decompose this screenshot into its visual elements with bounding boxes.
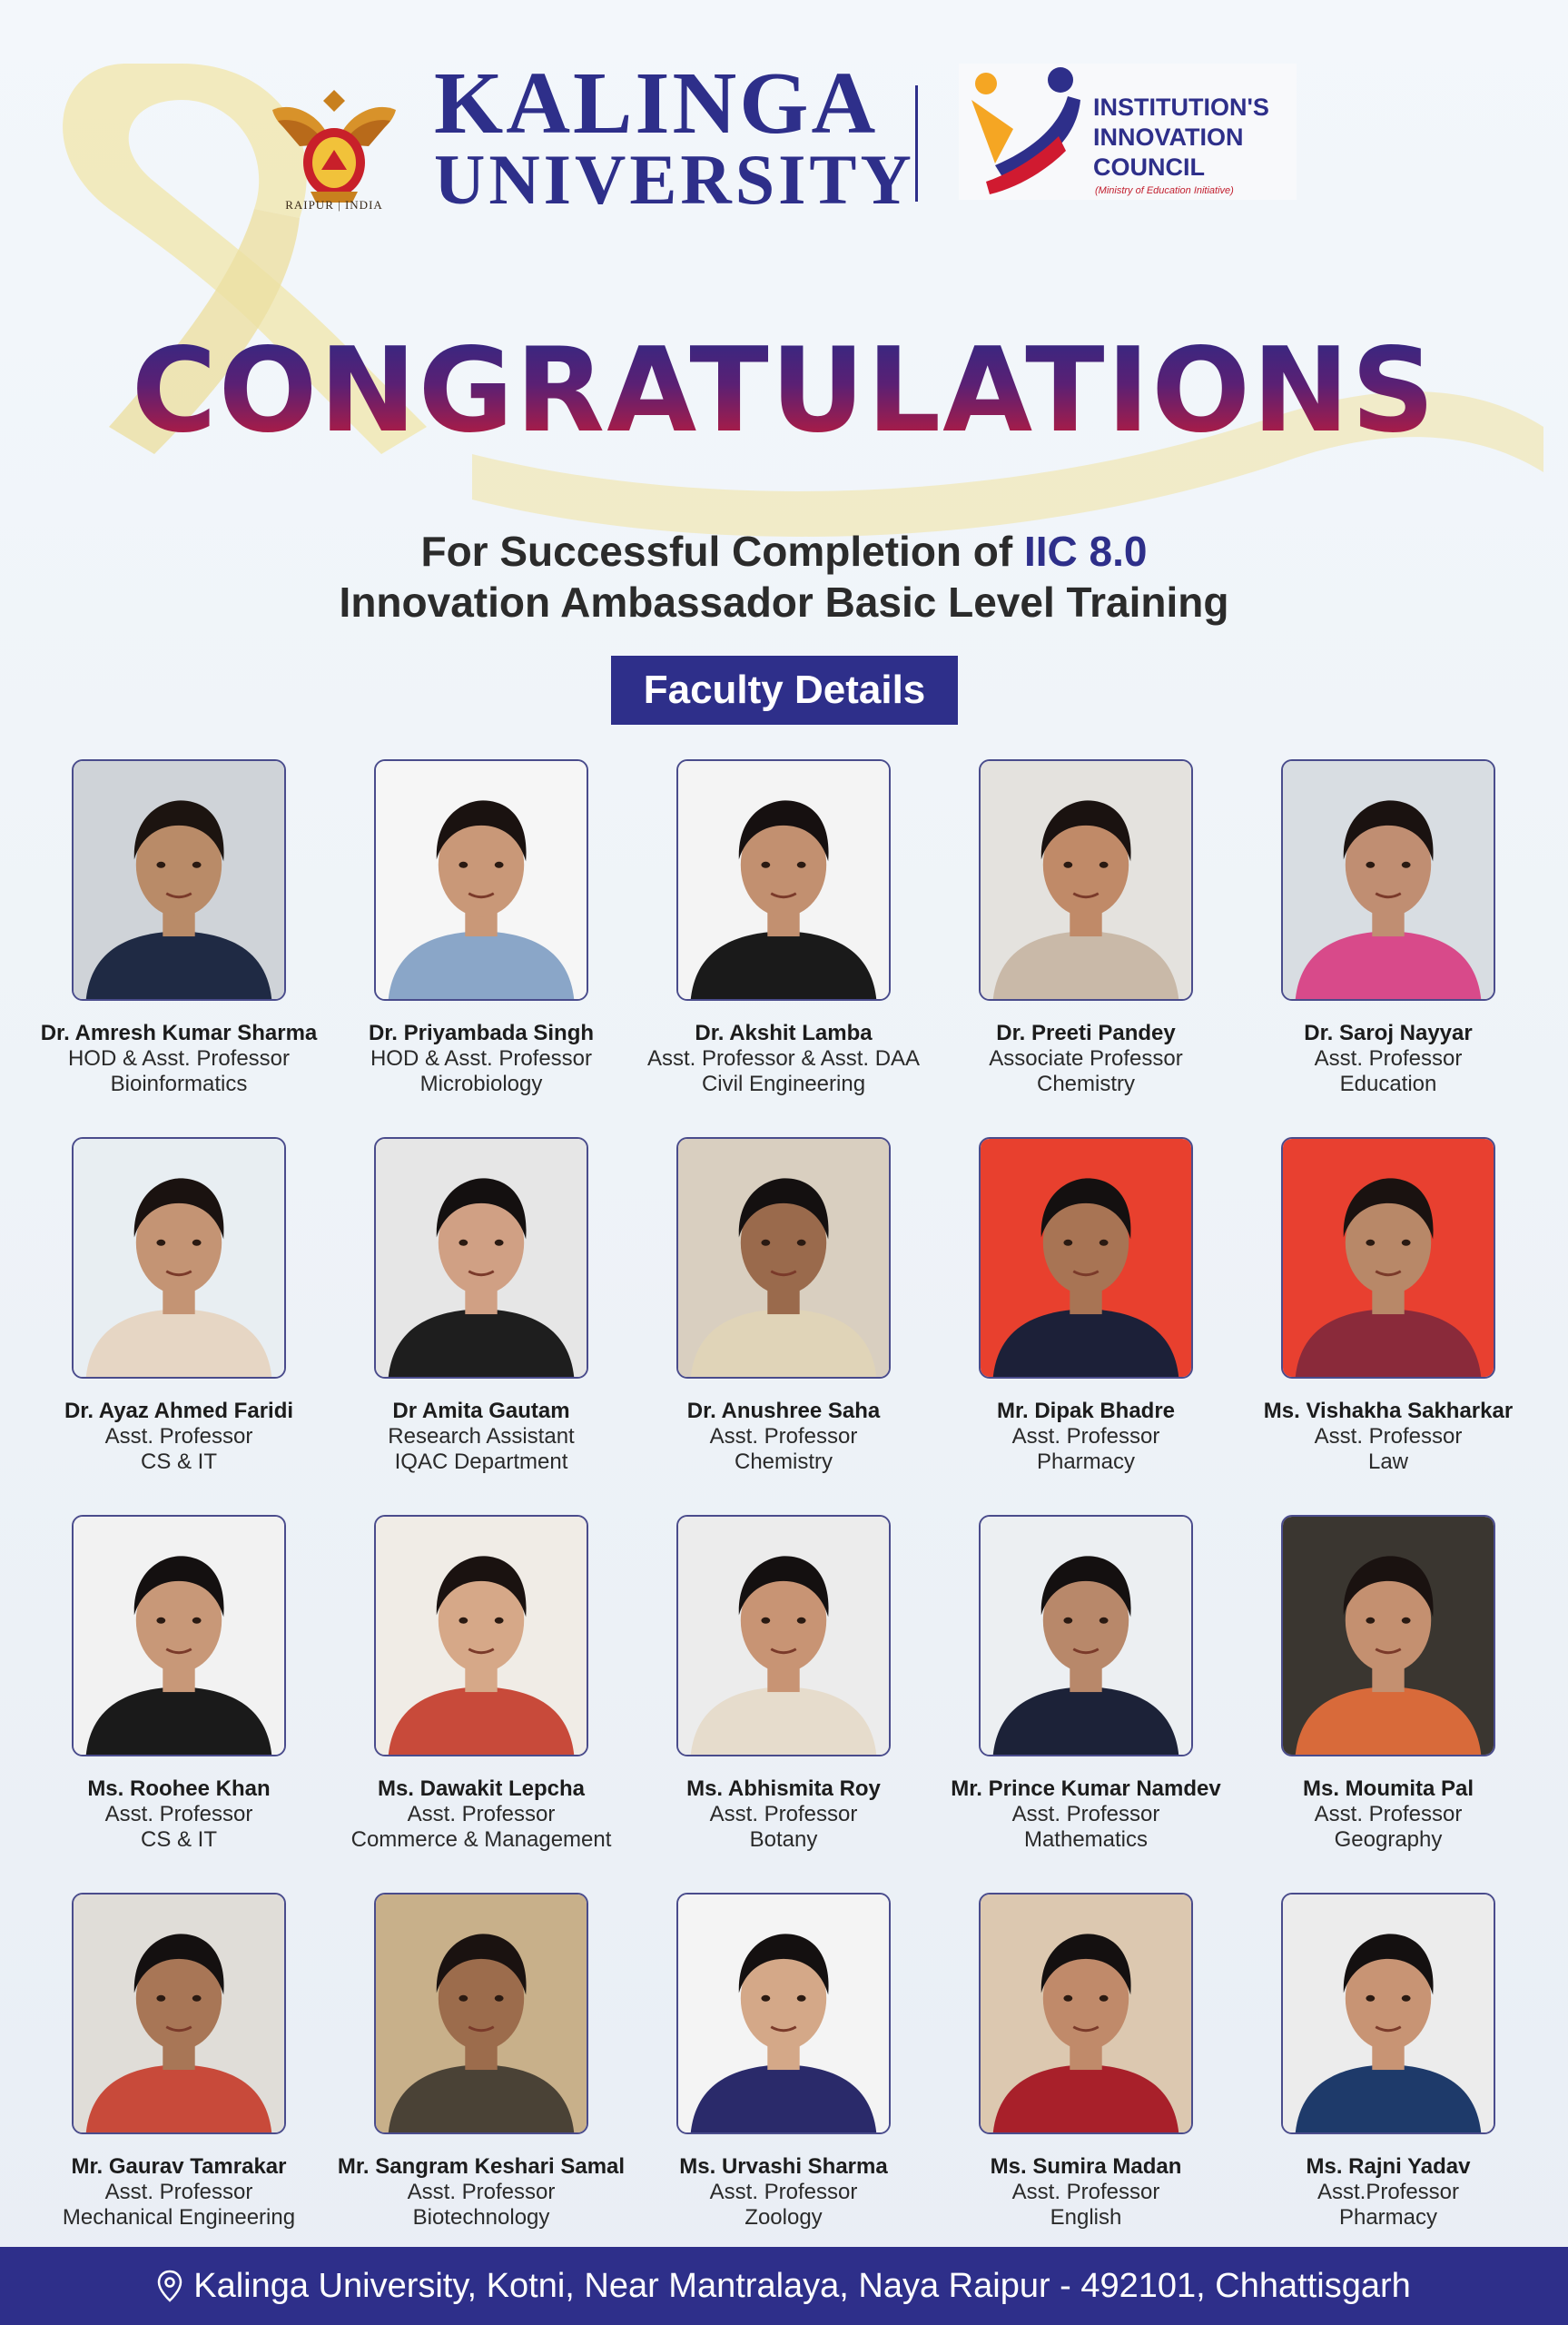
faculty-role: Asst. Professor [709,2180,858,2204]
faculty-card [0,1137,294,1500]
faculty-name: Ms. Rajni Yadav [1306,2154,1471,2179]
faculty-name: Ms. Sumira Madan [990,2154,1182,2179]
faculty-department: Mechanical Engineering [62,2205,296,2230]
faculty-role: Asst. Professor [104,1424,253,1449]
faculty-name: Mr. Prince Kumar Namdev [951,1776,1221,1801]
faculty-department: Geography [1334,1827,1443,1852]
subtitle-line1 [0,527,1568,576]
faculty-role: Asst. Professor [1011,1424,1160,1449]
iic-title-line3: COUNCIL [1093,153,1205,181]
faculty-department: Mathematics [1023,1827,1149,1852]
faculty-photo [979,1893,1193,2134]
university-name-line1: KALINGA [434,54,879,153]
faculty-photo [676,1137,891,1379]
faculty-card [0,1893,296,2256]
faculty-photo [676,1515,891,1756]
faculty-name: Mr. Gaurav Tamrakar [71,2154,287,2179]
congratulations-text: CONGRATULATIONS [131,323,1437,459]
faculty-name: Dr. Anushree Saha [686,1399,881,1423]
faculty-role: HOD & Asst. Professor [370,1046,593,1071]
faculty-role: Asst. Professor [1011,2180,1160,2204]
faculty-role: Asst. Professor [709,1424,858,1449]
faculty-card [1198,759,1500,1123]
faculty-role: Asst. Professor & Asst. DAA [646,1046,921,1071]
faculty-photo [374,1137,588,1379]
faculty-role: Asst. Professor [104,2180,253,2204]
faculty-photo [979,1515,1193,1756]
faculty-card [895,759,1198,1123]
faculty-name: Ms. Moumita Pal [1302,1776,1474,1801]
faculty-role: Asst. Professor [407,1802,556,1826]
faculty-department: Pharmacy [1338,2205,1438,2230]
faculty-photo [374,759,588,1001]
faculty-department: CS & IT [140,1827,217,1852]
faculty-card [1198,1893,1500,2256]
faculty-photo [374,1893,588,2134]
faculty-name: Ms. Roohee Khan [87,1776,271,1801]
faculty-photo [1281,1893,1495,2134]
faculty-department: Law [1367,1449,1409,1474]
faculty-card [291,1893,626,2256]
faculty-name: Mr. Sangram Keshari Samal [337,2154,626,2179]
faculty-photo [72,759,286,1001]
faculty-name: Ms. Urvashi Sharma [679,2154,888,2179]
faculty-photo [979,759,1193,1001]
university-name [434,54,915,220]
faculty-department: CS & IT [140,1449,217,1474]
faculty-photo [72,1137,286,1379]
header-divider [915,85,918,202]
faculty-role: Associate Professor [989,1046,1183,1071]
faculty-photo [676,759,891,1001]
faculty-card [291,1515,612,1878]
iic-logo-icon [959,64,1086,200]
faculty-department: Civil Engineering [701,1072,866,1096]
faculty-department: Chemistry [734,1449,833,1474]
faculty-department: Bioinformatics [110,1072,248,1096]
faculty-photo [676,1893,891,2134]
faculty-name: Ms. Vishakha Sakharkar [1263,1399,1514,1423]
faculty-card [593,759,921,1123]
faculty-card [1198,1137,1514,1500]
faculty-name: Dr. Ayaz Ahmed Faridi [64,1399,294,1423]
faculty-department: Biotechnology [412,2205,550,2230]
faculty-role: Asst. Professor [1314,1424,1463,1449]
faculty-card [593,1515,895,1878]
faculty-card [291,1137,593,1500]
faculty-role: Asst. Professor [709,1802,858,1826]
faculty-name: Dr. Amresh Kumar Sharma [40,1021,318,1045]
footer-address-bar [0,2247,1568,2325]
iic-title [1093,93,1269,183]
faculty-department: Education [1339,1072,1437,1096]
faculty-role: Asst. Professor [407,2180,556,2204]
faculty-name: Dr Amita Gautam [392,1399,570,1423]
faculty-department: Botany [749,1827,818,1852]
subtitle-line2: Innovation Ambassador Basic Level Training [339,579,1229,626]
faculty-department: Pharmacy [1036,1449,1136,1474]
faculty-department: Zoology [745,2205,823,2230]
subtitle-prefix: For Successful Completion of [420,528,1024,575]
faculty-card [0,759,318,1123]
faculty-name: Dr. Preeti Pandey [996,1021,1176,1045]
iic-logo-block [959,64,1297,200]
faculty-department: IQAC Department [394,1449,568,1474]
faculty-photo [374,1515,588,1756]
faculty-name: Ms. Abhismita Roy [686,1776,881,1801]
faculty-name: Dr. Saroj Nayyar [1304,1021,1473,1045]
faculty-card [1198,1515,1500,1878]
iic-subtitle: (Ministry of Education Initiative) [1095,185,1234,196]
faculty-card [895,1515,1221,1878]
faculty-photo [979,1137,1193,1379]
faculty-photo [1281,1137,1495,1379]
faculty-details-badge: Faculty Details [611,656,958,725]
crest-caption: RAIPUR | INDIA [285,198,383,212]
subtitle-highlight: IIC 8.0 [1024,528,1148,575]
faculty-role: Asst. Professor [1314,1802,1463,1826]
faculty-card [593,1893,895,2256]
faculty-name: Mr. Dipak Bhadre [996,1399,1176,1423]
faculty-name: Ms. Dawakit Lepcha [377,1776,586,1801]
faculty-role: Asst.Professor [1317,2180,1460,2204]
faculty-role: Research Assistant [388,1424,575,1449]
footer-address: Kalinga University, Kotni, Near Mantralaya, Naya Raipur - 492101, Chhattisgarh [193,2266,1411,2305]
faculty-role: HOD & Asst. Professor [67,1046,291,1071]
faculty-role: Asst. Professor [1011,1802,1160,1826]
faculty-role: Asst. Professor [1314,1046,1463,1071]
faculty-department: Microbiology [419,1072,543,1096]
faculty-name: Dr. Akshit Lamba [695,1021,873,1045]
faculty-photo [1281,759,1495,1001]
location-pin-icon [157,2270,182,2302]
faculty-department: Chemistry [1036,1072,1135,1096]
faculty-department: Commerce & Management [350,1827,612,1852]
university-name-line2: UNIVERSITY [434,140,915,220]
congratulations-heading [0,323,1568,459]
faculty-card [593,1137,895,1500]
faculty-card [895,1137,1198,1500]
header [0,54,1568,218]
faculty-card [291,759,593,1123]
faculty-department: English [1050,2205,1122,2230]
faculty-photo [72,1515,286,1756]
iic-title-line1: INSTITUTION'S [1093,94,1269,121]
iic-title-line2: INNOVATION [1093,124,1244,151]
faculty-card [895,1893,1198,2256]
faculty-photo [1281,1515,1495,1756]
faculty-card [0,1515,291,1878]
faculty-photo [72,1893,286,2134]
faculty-role: Asst. Professor [104,1802,253,1826]
faculty-name: Dr. Priyambada Singh [368,1021,595,1045]
